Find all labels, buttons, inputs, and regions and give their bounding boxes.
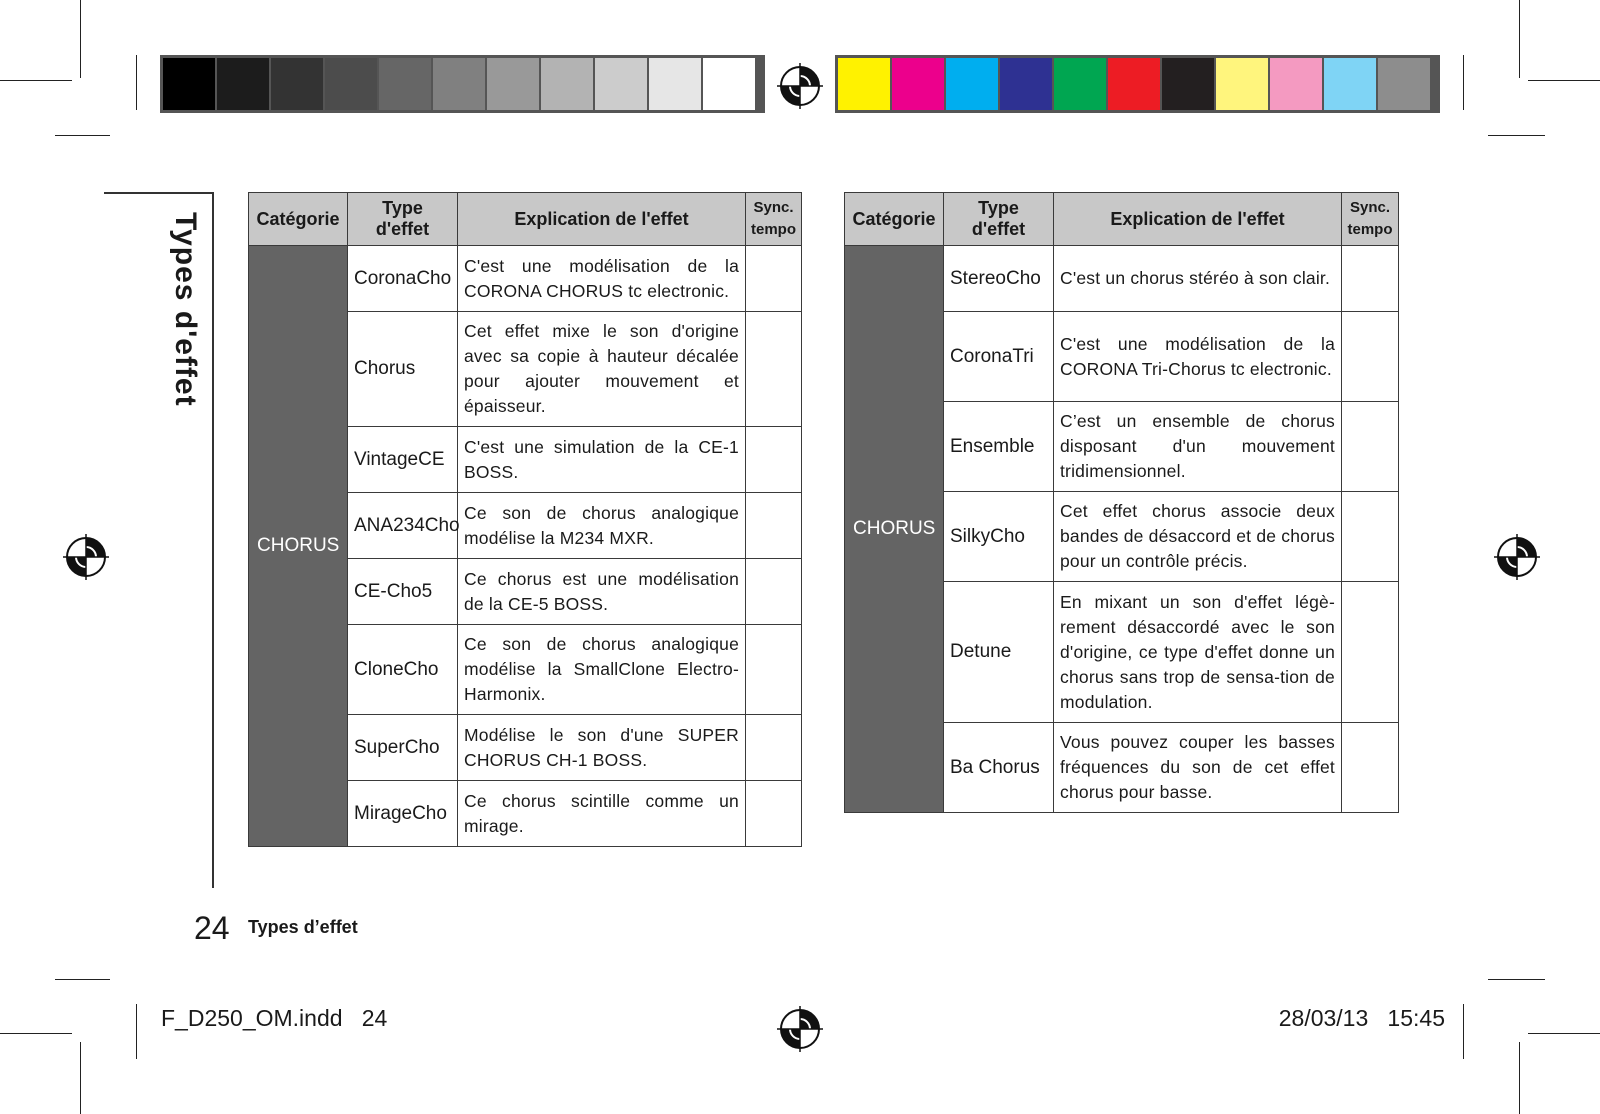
color-swatch <box>163 58 215 110</box>
crop-mark <box>80 0 81 78</box>
color-swatch <box>595 58 647 110</box>
sync-tempo-cell <box>1342 582 1399 723</box>
effect-type-cell: CoronaCho <box>348 246 458 312</box>
color-swatch <box>1378 58 1430 110</box>
color-swatch <box>1054 58 1106 110</box>
effect-description-cell: Ce son de chorus analogique modélise la SmallClone Electro-Harmonix. <box>458 625 746 715</box>
registration-mark-icon <box>1494 534 1540 580</box>
effect-description-cell: C’est un ensemble de chorus disposant d'un mouvement tridimensionnel. <box>1054 402 1342 492</box>
color-swatch <box>487 58 539 110</box>
color-swatch <box>838 58 890 110</box>
header-category: Catégorie <box>249 193 348 246</box>
table-row <box>249 246 802 312</box>
crop-mark <box>1528 80 1600 81</box>
effect-description-cell: C'est une modélisation de la CORONA Tri-Chorus tc electronic. <box>1054 312 1342 402</box>
color-swatch <box>271 58 323 110</box>
color-swatch <box>649 58 701 110</box>
header-explanation: Explication de l'effet <box>1054 193 1342 246</box>
crop-mark <box>1519 0 1520 78</box>
crop-mark <box>55 979 110 980</box>
sync-tempo-cell <box>1342 492 1399 582</box>
page-number: 24 <box>194 910 230 946</box>
registration-mark-icon <box>63 534 109 580</box>
side-tab-rule <box>212 192 214 888</box>
header-category: Catégorie <box>845 193 944 246</box>
effect-type-cell: Chorus <box>348 312 458 427</box>
sync-tempo-cell <box>746 312 802 427</box>
sync-tempo-cell <box>746 493 802 559</box>
color-swatch <box>325 58 377 110</box>
effect-description-cell: C'est un chorus stéréo à son clair. <box>1054 246 1342 312</box>
side-tab-rule <box>104 192 214 194</box>
effect-description-cell: En mixant un son d'effet légè-rement désaccordé avec le son d'origine, ce type d'effet donne un chorus sans trop de sensa-tion de modulation. <box>1054 582 1342 723</box>
effect-description-cell: Modélise le son d'une SUPER CHORUS CH-1 BOSS. <box>458 715 746 781</box>
sync-tempo-cell <box>746 427 802 493</box>
table-row <box>845 246 1399 312</box>
color-swatch <box>946 58 998 110</box>
effect-type-cell: MirageCho <box>348 781 458 847</box>
effect-type-cell: Ba Chorus <box>944 723 1054 813</box>
header-type: Type d'effet <box>348 193 458 246</box>
color-swatch <box>892 58 944 110</box>
sync-tempo-cell <box>1342 312 1399 402</box>
registration-mark-icon <box>777 63 823 109</box>
effect-description-cell: C'est une modélisation de la CORONA CHORUS tc electronic. <box>458 246 746 312</box>
effect-type-cell: ANA234Cho <box>348 493 458 559</box>
effect-description-cell: Ce son de chorus analogique modélise la M234 MXR. <box>458 493 746 559</box>
color-swatch <box>1324 58 1376 110</box>
side-title: Types d'effet <box>169 212 202 407</box>
effect-description-cell: Vous pouvez couper les basses fréquences du son de cet effet chorus pour basse. <box>1054 723 1342 813</box>
crop-mark <box>80 1042 81 1114</box>
sync-tempo-cell <box>746 715 802 781</box>
grayscale-color-bar <box>160 55 765 113</box>
color-swatch <box>1162 58 1214 110</box>
category-cell: CHORUS <box>249 246 348 847</box>
color-swatch <box>541 58 593 110</box>
header-explanation: Explication de l'effet <box>458 193 746 246</box>
effect-type-cell: Detune <box>944 582 1054 723</box>
header-type: Type d'effet <box>944 193 1054 246</box>
effect-type-cell: SuperCho <box>348 715 458 781</box>
process-color-bar <box>835 55 1440 113</box>
effect-description-cell: Cet effet chorus associe deux bandes de désaccord et de chorus pour un contrôle précis. <box>1054 492 1342 582</box>
registration-mark-icon <box>777 1006 823 1052</box>
crop-mark <box>0 1033 72 1034</box>
crop-mark <box>0 80 72 81</box>
crop-mark <box>55 135 110 136</box>
header-sync-tempo: Sync. tempo <box>746 193 802 246</box>
color-swatch <box>1270 58 1322 110</box>
footer-datetime: 28/03/13 15:45 <box>1278 1005 1445 1031</box>
table-header-row <box>845 193 1399 246</box>
sync-tempo-cell <box>1342 246 1399 312</box>
effect-description-cell: Cet effet mixe le son d'origine avec sa copie à hauteur décalée pour ajouter mouvement et épaisseur. <box>458 312 746 427</box>
crop-mark <box>1463 1004 1464 1059</box>
effect-type-cell: CoronaTri <box>944 312 1054 402</box>
effect-type-cell: Ensemble <box>944 402 1054 492</box>
effect-type-cell: SilkyCho <box>944 492 1054 582</box>
color-swatch <box>1108 58 1160 110</box>
color-swatch <box>1216 58 1268 110</box>
sync-tempo-cell <box>746 625 802 715</box>
page-label: Types d’effet <box>248 917 358 937</box>
header-sync-tempo: Sync. tempo <box>1342 193 1399 246</box>
crop-mark <box>1528 1033 1600 1034</box>
crop-mark <box>136 55 137 110</box>
color-swatch <box>217 58 269 110</box>
effect-description-cell: Ce chorus est une modélisation de la CE-5 BOSS. <box>458 559 746 625</box>
crop-mark <box>1488 979 1545 980</box>
effect-description-cell: C'est une simulation de la CE-1 BOSS. <box>458 427 746 493</box>
category-cell: CHORUS <box>845 246 944 813</box>
effect-description-cell: Ce chorus scintille comme un mirage. <box>458 781 746 847</box>
crop-mark <box>1519 1042 1520 1114</box>
effect-type-cell: CE-Cho5 <box>348 559 458 625</box>
sync-tempo-cell <box>1342 723 1399 813</box>
crop-mark <box>1463 55 1464 110</box>
color-swatch <box>379 58 431 110</box>
effect-type-cell: CloneCho <box>348 625 458 715</box>
color-swatch <box>1000 58 1052 110</box>
sync-tempo-cell <box>746 246 802 312</box>
effect-table-right <box>844 192 1399 813</box>
crop-mark <box>1488 135 1545 136</box>
effect-type-cell: StereoCho <box>944 246 1054 312</box>
crop-mark <box>136 1004 137 1059</box>
effect-type-cell: VintageCE <box>348 427 458 493</box>
color-swatch <box>703 58 755 110</box>
sync-tempo-cell <box>1342 402 1399 492</box>
color-swatch <box>433 58 485 110</box>
footer-file: F_D250_OM.indd 24 <box>161 1005 388 1031</box>
sync-tempo-cell <box>746 559 802 625</box>
effect-table-left <box>248 192 802 847</box>
table-header-row <box>249 193 802 246</box>
sync-tempo-cell <box>746 781 802 847</box>
